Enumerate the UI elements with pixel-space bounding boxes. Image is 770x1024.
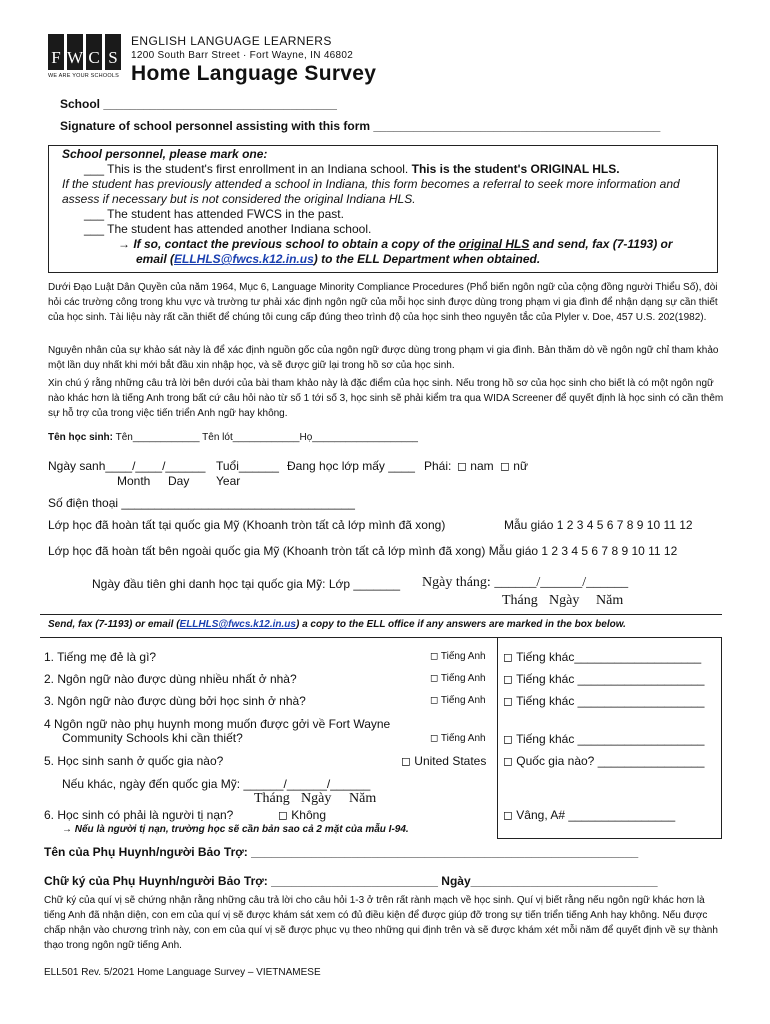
option-attended-indiana[interactable]: ___ The student has attended another Indiana school. xyxy=(84,222,372,236)
month-label: Month xyxy=(117,474,151,488)
answer-box-bottom-border xyxy=(497,838,722,839)
question-6: 6. Học sinh có phải là người tị nạn? xyxy=(44,808,234,822)
nam-label: Năm xyxy=(596,593,624,608)
send-prefix: Send, fax (7-1193) or email ( xyxy=(48,619,180,630)
instruction-text: → If so, contact the previous school to obtain a copy of the xyxy=(118,237,456,251)
original-hls-text: original HLS xyxy=(458,237,530,251)
logo-letter: C xyxy=(86,34,102,70)
q5-thang-label: Tháng xyxy=(254,791,290,806)
q6-no-checkbox[interactable]: ◻ Không xyxy=(278,808,326,822)
email-suffix: ) to the ELL Department when obtained. xyxy=(313,252,541,266)
female-checkbox[interactable]: ◻ nữ xyxy=(500,459,529,473)
option-text: ___ This is the student's first enrollment in an Indiana school. xyxy=(84,162,409,176)
q3-english-checkbox[interactable]: ◻ Tiếng Anh xyxy=(430,695,486,706)
q5-us-checkbox[interactable]: ◻ United States xyxy=(401,754,487,768)
us-grades-label: Lớp học đã hoàn tất tại quốc gia Mỹ (Khoanh tròn tất cả lớp mình đã xong) xyxy=(48,518,446,532)
student-name-blanks: Tên____________ Tên lót____________Họ___________________ xyxy=(115,432,418,443)
q1-other-checkbox[interactable]: ◻ Tiếng khác___________________ xyxy=(503,650,702,664)
parent-name-field[interactable]: Tên của Phụ Huynh/người Bảo Trợ: __________________________________________________________ xyxy=(44,845,639,859)
fwcs-logo xyxy=(48,34,122,70)
age-field[interactable]: Tuổi______ xyxy=(216,459,279,473)
student-name-field[interactable] xyxy=(48,432,418,443)
gender-label: Phái: xyxy=(424,459,452,473)
divider xyxy=(40,614,722,615)
q5-nam-label: Năm xyxy=(349,791,377,806)
q1-english-checkbox[interactable]: ◻ Tiếng Anh xyxy=(430,651,486,662)
year-label: Year xyxy=(216,474,241,488)
outside-grades-field[interactable]: Lớp học đã hoàn tất bên ngoài quốc gia Mỹ (Khoanh tròn tất cả lớp mình đã xong) Mẫu giáo 1 2 3 4 5 6 7 8 9 10 11 12 xyxy=(48,544,678,558)
closing-paragraph: Chữ ký của quí vị sẽ chứng nhận rằng những câu trả lời cho câu hỏi 1-3 ở trên rất rành mạch về học sinh. Quí vị biết rằng nếu ngôn ngữ khác hơn là tiếng Anh đã nhận diện, con em của quí vị sẽ được khám sát xem có đủ điều kiện để được giúp đỡ trong sự tiến triển tiếng Anh hay không. Nếu được chấp nhận vào chương trình này, con em của quí vị sẽ được phục vụ theo những qui định trên và sẽ được khám xét mỗi năm để quyết định về sự thành thạo trong ngôn ngữ tiếng Anh. xyxy=(44,895,718,951)
paragraph-civil-rights: Dưới Đạo Luật Dân Quyền của năm 1964, Mục 6, Language Minority Compliance Procedures (Phổ biến ngôn ngữ của cộng đồng người Thiểu Số), đòi hỏi các trường công trong khu vực và trường tư phải xác định ngôn ngữ của mỗi học sinh được dùng trong phạm vi gia đình để nhận dạng sự cần thiết của học sinh. Tài liệu này rất cần thiết để chúng tôi cung cấp đúng theo trình độ của học sinh theo nguyên tắc của Plyler v. Doe, 457 U.S. 202(1982). xyxy=(48,282,718,323)
q5-arrival-date-field[interactable]: Nếu khác, ngày đến quốc gia Mỹ: ______/______/______ xyxy=(62,777,371,791)
department-name: ENGLISH LANGUAGE LEARNERS xyxy=(131,34,332,48)
ngay-label: Ngày xyxy=(549,593,580,608)
thang-label: Tháng xyxy=(502,593,538,608)
question-4-cont: Community Schools khi cần thiết? xyxy=(62,731,243,745)
q3-other-checkbox[interactable]: ◻ Tiếng khác ___________________ xyxy=(503,694,705,708)
logo-letter: F xyxy=(48,34,64,70)
paragraph-purpose: Nguyên nhân của sự khảo sát này là để xác định nguồn gốc của ngôn ngữ được dùng trong phạm vi gia đình. Bản thăm dò về ngôn ngữ chỉ tham khảo một lần duy nhất khi mới bắt đầu xin nhập học, và sẽ được giữ lại trong hồ sơ của học sinh. xyxy=(48,345,719,371)
box-heading: School personnel, please mark one: xyxy=(62,147,268,161)
q2-english-checkbox[interactable]: ◻ Tiếng Anh xyxy=(430,673,486,684)
footer-form-id: ELL501 Rev. 5/2021 Home Language Survey – VIETNAMESE xyxy=(44,967,321,978)
logo-letter: S xyxy=(105,34,121,70)
student-name-label: Tên học sinh: xyxy=(48,432,113,443)
grade-field[interactable]: Đang học lớp mấy ____ xyxy=(287,459,415,473)
send-instruction xyxy=(48,619,626,630)
question-5: 5. Học sinh sanh ở quốc gia nào? xyxy=(44,754,224,768)
page-title: Home Language Survey xyxy=(131,62,377,85)
question-2: 2. Ngôn ngữ nào được dùng nhiều nhất ở nhà? xyxy=(44,672,297,686)
question-4: 4 Ngôn ngữ nào phụ huynh mong muốn được gởi về Fort Wayne xyxy=(44,717,391,731)
phone-field[interactable]: Số điện thoại ___________________________________ xyxy=(48,496,355,510)
option-attended-fwcs[interactable]: ___ The student has attended FWCS in the past. xyxy=(84,207,344,221)
first-enroll-grade-field[interactable]: Ngày đầu tiên ghi danh học tại quốc gia Mỹ: Lớp _______ xyxy=(92,577,401,591)
option-bold-text: This is the student's ORIGINAL HLS. xyxy=(411,162,620,176)
male-checkbox[interactable]: ◻ nam xyxy=(457,459,494,473)
signature-field[interactable]: Signature of school personnel assisting with this form ___________________________________________ xyxy=(60,119,661,133)
day-label: Day xyxy=(168,474,190,488)
box-note: If the student has previously attended a school in Indiana, this form becomes a referral to seek more information and assess if necessary but is not considered the original Indiana HLS. xyxy=(62,177,680,206)
question-3: 3. Ngôn ngữ nào được dùng bởi học sinh ở nhà? xyxy=(44,694,306,708)
q5-other-checkbox[interactable]: ◻ Quốc gia nào? ________________ xyxy=(503,754,705,768)
paragraph-notice: Xin chú ý rằng những câu trả lời bên dưới của bài tham khảo này là đặc điểm của học sinh. Nếu trong hồ sơ của học sinh cho biết là có một ngôn ngữ nào khác hơn là tiếng Anh trong bất cứ câu hỏi nào từ số 1 tới số 3, học sinh sẽ phải kiểm tra qua WIDA Screener để quyết định là học sinh có cần thêm sự hỗ trợ của trong việc tiến triển Anh ngữ hay không. xyxy=(48,378,724,419)
q4-other-checkbox[interactable]: ◻ Tiếng khác ___________________ xyxy=(503,732,705,746)
department-address: 1200 South Barr Street · Fort Wayne, IN 46802 xyxy=(131,50,354,61)
logo-tagline: WE ARE YOUR SCHOOLS xyxy=(48,73,119,79)
send-email-link[interactable]: ELLHLS@fwcs.k12.in.us xyxy=(179,619,296,630)
school-field[interactable]: School ___________________________________ xyxy=(60,97,337,111)
q5-ngay-label: Ngày xyxy=(301,791,332,806)
contact-instruction xyxy=(118,237,673,251)
email-link[interactable]: ELLHLS@fwcs.k12.in.us xyxy=(174,252,314,266)
answer-box-right-border xyxy=(721,637,722,838)
dob-field[interactable]: Ngày sanh____/____/______ xyxy=(48,459,206,473)
us-grades-options[interactable]: Mẫu giáo 1 2 3 4 5 6 7 8 9 10 11 12 xyxy=(504,518,693,532)
instruction-text: and send, fax (7-1193) or xyxy=(532,237,673,251)
email-prefix: email ( xyxy=(136,252,175,266)
send-suffix: ) a copy to the ELL office if any answers are marked in the box below. xyxy=(295,619,626,630)
refugee-note: → Nếu là người tị nạn, trường học sẽ cần bản sao cả 2 mặt của mẫu I-94. xyxy=(62,824,409,835)
q2-other-checkbox[interactable]: ◻ Tiếng khác ___________________ xyxy=(503,672,705,686)
first-enroll-date-field[interactable]: Ngày tháng: ______/______/______ xyxy=(422,575,629,590)
q6-yes-checkbox[interactable]: ◻ Vâng, A# ________________ xyxy=(503,808,676,822)
q4-english-checkbox[interactable]: ◻ Tiếng Anh xyxy=(430,733,486,744)
option-first-enrollment[interactable] xyxy=(84,162,620,176)
divider xyxy=(40,637,722,638)
logo-letter: W xyxy=(67,34,83,70)
question-1: 1. Tiếng mẹ đẻ là gì? xyxy=(44,650,157,664)
parent-signature-field[interactable]: Chữ ký của Phụ Huynh/người Bảo Trợ: _________________________ Ngày____________________________ xyxy=(44,874,658,888)
answer-box-left-border xyxy=(497,637,498,838)
email-instruction xyxy=(136,252,540,266)
